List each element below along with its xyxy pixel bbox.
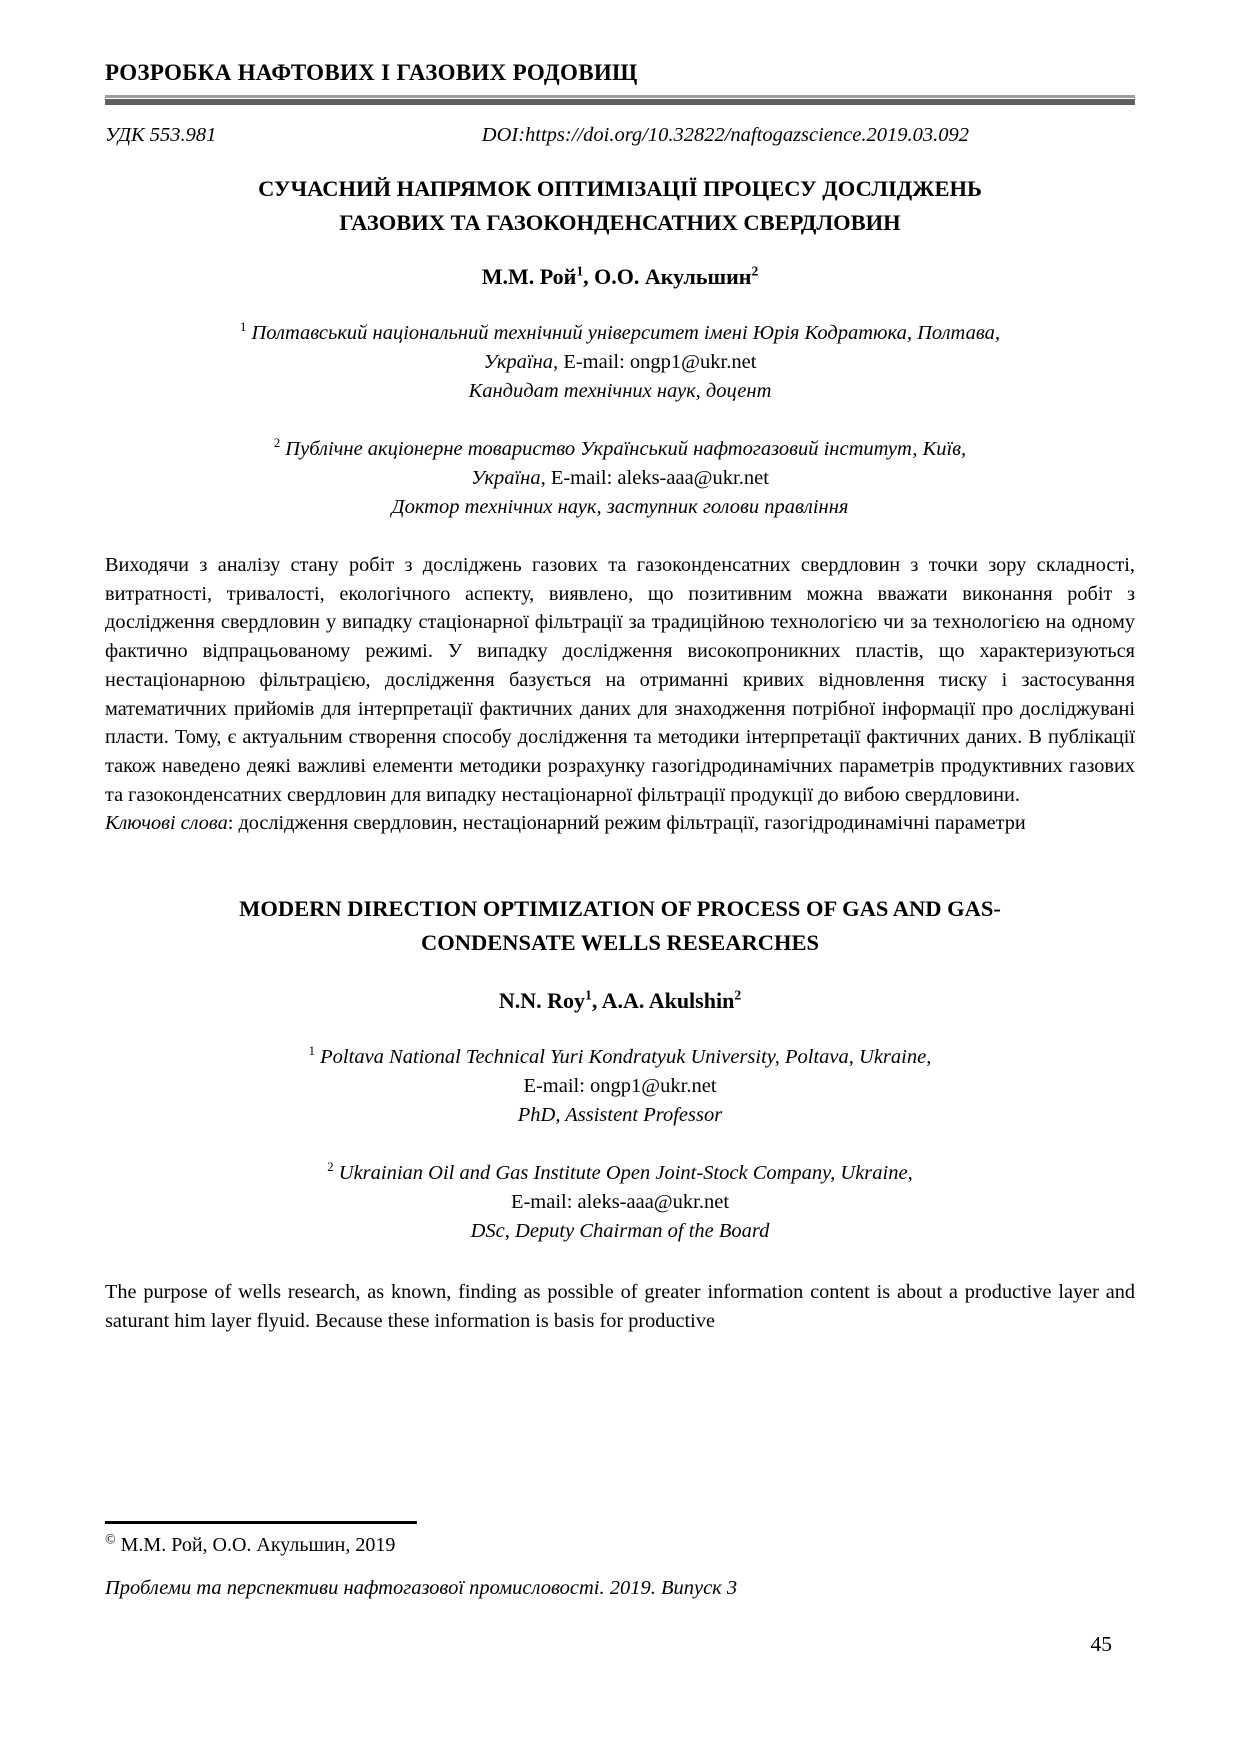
page-number: 45 bbox=[1090, 1632, 1112, 1656]
author-en-2: A.A. Akulshin bbox=[601, 988, 735, 1014]
article-title-en-line1: MODERN DIRECTION OPTIMIZATION OF PROCESS OF GAS AND GAS- bbox=[239, 896, 1001, 922]
authors-en bbox=[105, 988, 1135, 1014]
keywords-uk bbox=[105, 809, 1135, 838]
authors-uk-separator: , bbox=[583, 264, 595, 289]
author-uk-1: М.М. Рой bbox=[481, 264, 577, 289]
affiliation-en-1-line1 bbox=[105, 1043, 1135, 1072]
affiliation-en-2-institution: Ukrainian Oil and Gas Institute Open Joint-Stock Company, Ukraine, bbox=[333, 1162, 913, 1185]
author-uk-1-sup: 1 bbox=[576, 263, 584, 279]
copyright-line bbox=[105, 1534, 1135, 1557]
footnote bbox=[105, 1521, 1135, 1600]
affiliation-uk-2-line2 bbox=[105, 464, 1135, 493]
ukrainian-section bbox=[105, 172, 1135, 838]
abstract-uk: Виходячи з аналізу стану робіт з досліджень газових та газоконденсатних свердловин з точки зору складності, витратності, тривалості, екологічного аспекту, виявлено, що позитивним можна вважати виконання робіт з дослідження свердловин у випадку стаціонарної фільтрації за традиційною технологією чи за технологією на одному фактично відпрацьованому режимі. У випадку дослідження високопроникних пластів, що характеризуються нестаціонарною фільтрацією, дослідження базується на отриманні кривих відновлення тиску і застосування математичних прийомів для інтерпретації фактичних даних для знаходження потрібної інформації про досліджувані пласти. Тому, є актуальним створення способу дослідження та методики інтерпретації фактичних даних. В публікації також наведено деякі важливі елементи методики розрахунку газогідродинамічних параметрів продуктивних газових та газоконденсатних свердловин для випадку нестаціонарної фільтрації продукції до вибою свердловини. bbox=[105, 554, 1135, 806]
affiliation-en-2-marker: 2 bbox=[327, 1160, 334, 1175]
authors-en-separator: , bbox=[591, 988, 602, 1014]
affiliation-en-1-email: E-mail: ongp1@ukr.net bbox=[523, 1075, 717, 1098]
section-rule-dark bbox=[105, 99, 1135, 105]
keywords-uk-colon: : bbox=[227, 812, 239, 835]
meta-row bbox=[105, 124, 1135, 147]
affiliation-en-1-marker: 1 bbox=[308, 1044, 316, 1059]
article-title-uk-line1: СУЧАСНИЙ НАПРЯМОК ОПТИМІЗАЦІЇ ПРОЦЕСУ ДОСЛІДЖЕНЬ bbox=[258, 176, 982, 201]
affiliation-uk-1 bbox=[105, 319, 1135, 406]
author-en-1-sup: 1 bbox=[585, 987, 592, 1003]
affiliation-uk-1-line2 bbox=[105, 348, 1135, 377]
journal-line: Проблеми та перспективи нафтогазової промисловості. 2019. Випуск 3 bbox=[105, 1577, 738, 1599]
affiliation-uk-1-email: E-mail: ongp1@ukr.net bbox=[558, 351, 757, 373]
affiliation-uk-1-line1 bbox=[105, 319, 1135, 348]
affiliation-en-1-institution: Poltava National Technical Yuri Kondratyuk University, Poltava, Ukraine, bbox=[315, 1046, 932, 1069]
author-en-1: N.N. Roy bbox=[498, 988, 586, 1014]
article-title-en-line2: CONDENSATE WELLS RESEARCHES bbox=[420, 930, 820, 956]
affiliation-uk-1-marker: 1 bbox=[239, 320, 247, 335]
abstract-en: The purpose of wells research, as known, finding as possible of greater information content is about a productive layer and saturant him layer flyuid. Because these information is basis for productive bbox=[105, 1281, 1135, 1332]
article-title-en bbox=[105, 892, 1135, 960]
authors-uk bbox=[105, 264, 1135, 290]
affiliation-en-1-degree: PhD, Assistent Professor bbox=[517, 1104, 723, 1127]
affiliation-en-2-degree: DSc, Deputy Chairman of the Board bbox=[470, 1220, 770, 1243]
article-title-uk-line2: ГАЗОВИХ ТА ГАЗОКОНДЕНСАТНИХ СВЕРДЛОВИН bbox=[339, 210, 901, 235]
keywords-uk-text: дослідження свердловин, нестаціонарний режим фільтрації, газогідродинамічні параметри bbox=[238, 812, 1026, 835]
affiliation-en-2 bbox=[105, 1159, 1135, 1246]
affiliation-uk-2-country: Україна, bbox=[471, 467, 546, 489]
affiliation-uk-2-degree: Доктор технічних наук, заступник голови правління bbox=[391, 496, 849, 518]
copyright-text: М.М. Рой, О.О. Акульшин, 2019 bbox=[115, 1534, 396, 1556]
section-rule bbox=[105, 95, 1135, 105]
running-head: РОЗРОБКА НАФТОВИХ І ГАЗОВИХ РОДОВИЩ bbox=[105, 60, 638, 85]
affiliation-uk-2-institution: Публічне акціонерне товариство Український нафтогазовий інститут, Київ, bbox=[280, 438, 967, 460]
article-title-uk bbox=[105, 172, 1135, 240]
page-header bbox=[105, 60, 1135, 147]
affiliation-uk-1-country: Україна, bbox=[483, 351, 559, 373]
affiliation-uk-2 bbox=[105, 435, 1135, 522]
affiliation-uk-2-marker: 2 bbox=[273, 436, 281, 451]
author-uk-2: О.О. Акульшин bbox=[594, 264, 752, 289]
author-en-2-sup: 2 bbox=[734, 987, 742, 1003]
english-section bbox=[105, 892, 1135, 1335]
footnote-rule bbox=[105, 1521, 417, 1524]
affiliation-uk-2-line1 bbox=[105, 435, 1135, 464]
copyright-icon: © bbox=[105, 1532, 116, 1548]
author-uk-2-sup: 2 bbox=[751, 263, 759, 279]
affiliation-uk-1-degree: Кандидат технічних наук, доцент bbox=[468, 380, 772, 402]
affiliation-en-1 bbox=[105, 1043, 1135, 1130]
affiliation-en-2-email: E-mail: aleks-aaa@ukr.net bbox=[510, 1191, 730, 1214]
doi-text: DOI:https://doi.org/10.32822/naftogazscience.2019.03.092 bbox=[481, 124, 969, 146]
udc-code: УДК 553.981 bbox=[105, 124, 217, 146]
affiliation-uk-2-email: E-mail: aleks-aaa@ukr.net bbox=[545, 467, 769, 489]
affiliation-uk-1-institution: Полтавський національний технічний університет імені Юрія Кодратюка, Полтава, bbox=[246, 322, 1000, 344]
keywords-uk-label: Ключові слова bbox=[105, 812, 228, 835]
affiliation-en-2-line1 bbox=[105, 1159, 1135, 1188]
